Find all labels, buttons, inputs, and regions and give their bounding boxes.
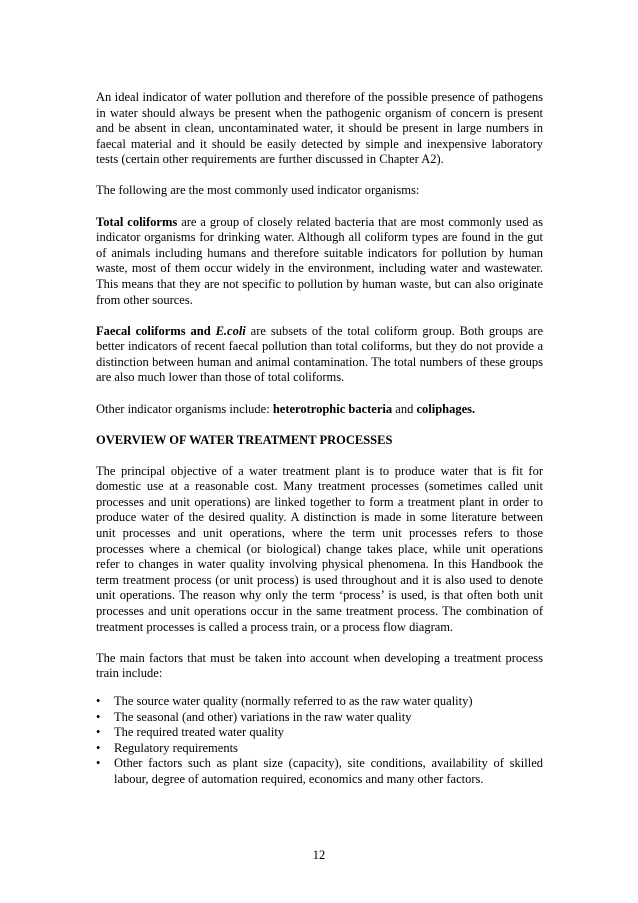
- other-indicators-lead: Other indicator organisms include:: [96, 401, 273, 416]
- bullet-icon: •: [96, 740, 101, 755]
- term-heterotrophic-bacteria: heterotrophic bacteria: [272, 401, 393, 416]
- paragraph-total-coliforms: [96, 215, 543, 309]
- list-item-text: Other factors such as plant size (capacity), site conditions, availability of skilled labour, degree of automation required, economics and many other factors.: [114, 756, 543, 786]
- paragraph-faecal-coliforms: [96, 324, 543, 386]
- term-ecoli: E.coli: [215, 323, 246, 338]
- bullet-icon: •: [96, 709, 101, 724]
- faecal-coliforms-text: are subsets of the total coliform group. Both groups are better indicators of recent faecal pollution than total coliforms, but they do not provide a distinction between human and animal contamination. The total numbers of these groups are also much lower than those of total coliforms.: [96, 323, 544, 385]
- list-item: [96, 756, 543, 787]
- term-total-coliforms: Total coliforms: [96, 214, 178, 229]
- other-indicators-and: and: [392, 401, 417, 416]
- list-item-text: The required treated water quality: [114, 725, 285, 740]
- list-item: [96, 694, 543, 710]
- factors-list: [96, 694, 543, 788]
- paragraph-other-indicators: [96, 402, 543, 418]
- paragraph-ideal-indicator: An ideal indicator of water pollution and therefore of the possible presence of pathogens in water should always be present when the pathogenic organism of concern is present and be absent in clean, uncontaminated water, it should be present in large numbers in faecal material and it should be easily detected by simple and inexpensive laboratory tests (certain other requirements are further discussed in Chapter A2).: [96, 90, 543, 167]
- page-number: 12: [312, 848, 326, 862]
- list-item: [96, 741, 543, 757]
- section-heading: OVERVIEW OF WATER TREATMENT PROCESSES: [96, 432, 393, 447]
- page-body: [96, 90, 543, 787]
- paragraph-treatment-overview: The principal objective of a water treatment plant is to produce water that is fit for domestic use at a reasonable cost. Many treatment processes (sometimes called unit processes and unit operations) are linked together to form a treatment plant in order to produce water of the desired quality. A distinction is made in some literature between unit processes and unit operations, where the term unit processes refers to those processes where a chemical (or biological) change takes place, while unit operations refer to changes in water quality involving physical phenomena. In this Handbook the term treatment process (or unit process) is used throughout and it is also used to denote unit operations. The reason why only the term ‘process’ is used, is that often both unit processes and unit operations occur in the same treatment process. The combination of treatment processes is called a process train, or a process flow diagram.: [96, 463, 543, 634]
- term-coliphages: coliphages.: [416, 401, 476, 416]
- list-item-text: The seasonal (and other) variations in the raw water quality: [114, 709, 412, 724]
- list-item: [96, 725, 543, 741]
- list-item-text: Regulatory requirements: [114, 740, 238, 755]
- list-item-text: The source water quality (normally referred to as the raw water quality): [114, 693, 473, 708]
- term-faecal-coliforms: Faecal coliforms and: [96, 323, 216, 338]
- paragraph-main-factors: The main factors that must be taken into account when developing a treatment process train include:: [96, 650, 543, 681]
- bullet-icon: •: [96, 693, 101, 708]
- bullet-icon: •: [96, 756, 101, 771]
- paragraph-indicator-list-intro: The following are the most commonly used indicator organisms:: [96, 183, 420, 198]
- total-coliforms-text: are a group of closely related bacteria that are most commonly used as indicator organisms for drinking water. Although all coliform types are found in the gut of animals including humans and therefore suitable indicators for pollution by human waste, most of them occur widely in the environment, including water and wastewater. This means that they are not specific to pollution by human waste, but can also originate from other sources.: [96, 214, 544, 307]
- bullet-icon: •: [96, 725, 101, 740]
- list-item: [96, 710, 543, 726]
